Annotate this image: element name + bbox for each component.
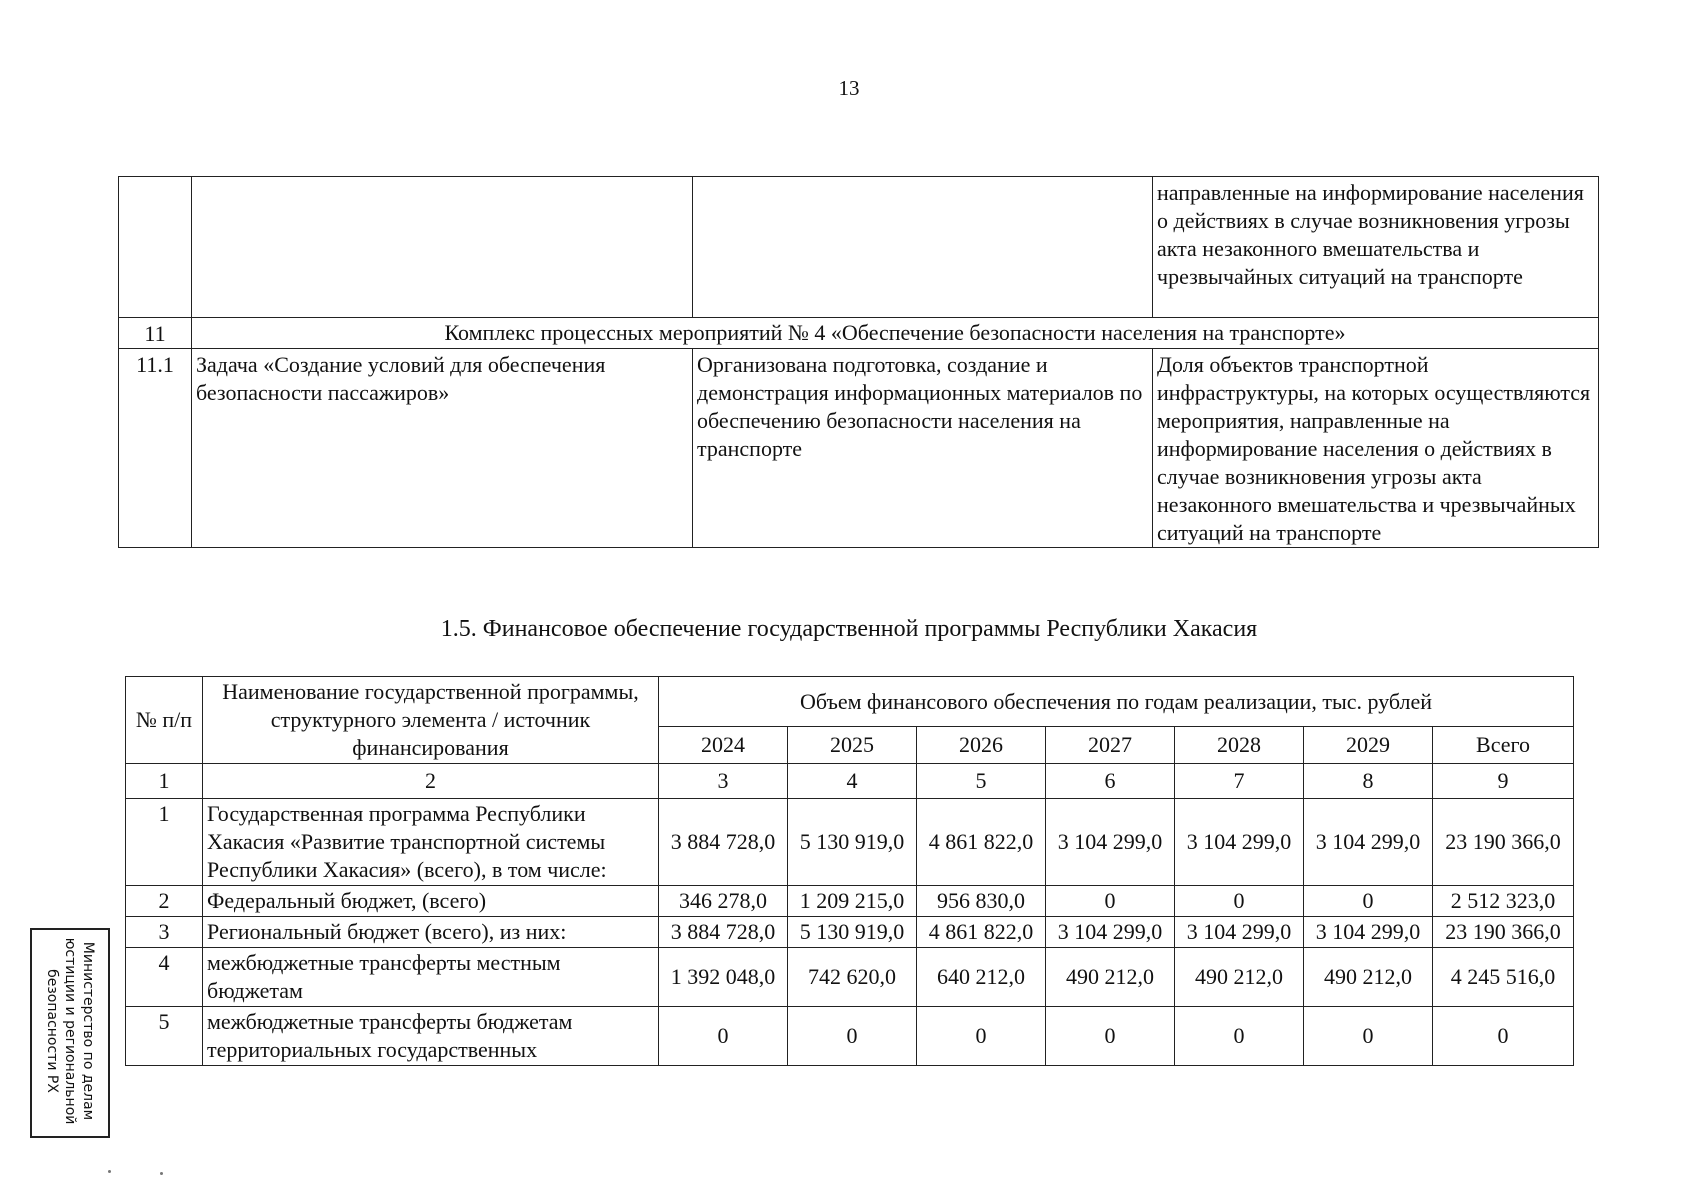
value-cell: 490 212,0 — [1046, 948, 1175, 1007]
value-cell: 1 392 048,0 — [659, 948, 788, 1007]
table-cell — [119, 177, 192, 318]
value-cell: 1 209 215,0 — [788, 886, 917, 917]
table-cell — [192, 177, 693, 318]
value-cell: 4 245 516,0 — [1433, 948, 1574, 1007]
value-cell: 3 104 299,0 — [1046, 799, 1175, 886]
table-row-section — [119, 318, 1599, 349]
column-number: 7 — [1175, 764, 1304, 799]
value-cell: 0 — [1304, 1007, 1433, 1066]
value-cell: 0 — [1046, 1007, 1175, 1066]
column-number: 5 — [917, 764, 1046, 799]
value-cell: 0 — [1433, 1007, 1574, 1066]
value-cell: 0 — [1175, 886, 1304, 917]
section-title: Комплекс процессных мероприятий № 4 «Обеспечение безопасности населения на транспорте» — [192, 318, 1599, 349]
value-cell: 0 — [788, 1007, 917, 1066]
row-name: межбюджетные трансферты бюджетам территориальных государственных — [203, 1007, 659, 1066]
year-header: 2029 — [1304, 727, 1433, 764]
column-number: 3 — [659, 764, 788, 799]
value-cell: 0 — [1046, 886, 1175, 917]
year-header: 2025 — [788, 727, 917, 764]
table-row — [126, 1007, 1574, 1066]
column-number: 1 — [126, 764, 203, 799]
header-row — [126, 677, 1574, 727]
value-cell: 956 830,0 — [917, 886, 1046, 917]
table-row — [126, 948, 1574, 1007]
value-cell: 346 278,0 — [659, 886, 788, 917]
year-header: 2028 — [1175, 727, 1304, 764]
indicator-cell: направленные на информирование населения о действиях в случае возникновения угрозы акта незаконного вмешательства и чрезвычайных ситуаций на транспорте — [1153, 177, 1599, 318]
value-cell: 0 — [1304, 886, 1433, 917]
value-cell: 5 130 919,0 — [788, 799, 917, 886]
stamp-text: Министерство по делам юстиции и региональной безопасности РХ — [44, 937, 96, 1125]
value-cell: 23 190 366,0 — [1433, 799, 1574, 886]
table-row — [126, 886, 1574, 917]
row-number: 1 — [126, 799, 203, 886]
table-row-continuation — [119, 177, 1599, 318]
value-cell: 490 212,0 — [1304, 948, 1433, 1007]
indicator-cell: Доля объектов транспортной инфраструктуры, на которых осуществляются мероприятия, направленные на информирование населения о действиях в случае возникновения угрозы акта незаконного вмешательства и чрезвычайных ситуаций на транспорте — [1153, 349, 1599, 548]
year-header: 2027 — [1046, 727, 1175, 764]
value-cell: 5 130 919,0 — [788, 917, 917, 948]
value-cell: 3 884 728,0 — [659, 799, 788, 886]
column-number: 2 — [203, 764, 659, 799]
year-header: 2024 — [659, 727, 788, 764]
table-row-task — [119, 349, 1599, 548]
table-cell — [693, 177, 1153, 318]
value-cell: 490 212,0 — [1175, 948, 1304, 1007]
value-cell: 0 — [917, 1007, 1046, 1066]
value-cell: 3 104 299,0 — [1175, 799, 1304, 886]
row-number: 11 — [119, 318, 192, 349]
section-heading: 1.5. Финансовое обеспечение государственной программы Республики Хакасия — [440, 616, 1258, 642]
header-num: № п/п — [126, 677, 203, 764]
total-header: Всего — [1433, 727, 1574, 764]
table-row — [126, 917, 1574, 948]
row-number: 5 — [126, 1007, 203, 1066]
header-name: Наименование государственной программы, структурного элемента / источник финансирования — [203, 677, 659, 764]
row-number: 3 — [126, 917, 203, 948]
table-row — [126, 799, 1574, 886]
scan-speck — [160, 1172, 163, 1175]
column-numbers-row — [126, 764, 1574, 799]
row-name: Государственная программа Республики Хакасия «Развитие транспортной системы Республики Хакасия» (всего), в том числе: — [203, 799, 659, 886]
value-cell: 640 212,0 — [917, 948, 1046, 1007]
value-cell: 3 104 299,0 — [1304, 799, 1433, 886]
value-cell: 4 861 822,0 — [917, 799, 1046, 886]
value-cell: 0 — [1175, 1007, 1304, 1066]
value-cell: 3 884 728,0 — [659, 917, 788, 948]
column-number: 9 — [1433, 764, 1574, 799]
value-cell: 3 104 299,0 — [1175, 917, 1304, 948]
scan-speck — [108, 1170, 111, 1173]
value-cell: 23 190 366,0 — [1433, 917, 1574, 948]
tasks-table — [118, 176, 1599, 548]
value-cell: 4 861 822,0 — [917, 917, 1046, 948]
value-cell: 742 620,0 — [788, 948, 917, 1007]
row-name: Федеральный бюджет, (всего) — [203, 886, 659, 917]
row-name: межбюджетные трансферты местным бюджетам — [203, 948, 659, 1007]
finance-table — [125, 676, 1574, 1066]
page-number: 13 — [838, 76, 860, 100]
result-cell: Организована подготовка, создание и демонстрация информационных материалов по обеспечению безопасности населения на транспорте — [693, 349, 1153, 548]
column-number: 8 — [1304, 764, 1433, 799]
column-number: 4 — [788, 764, 917, 799]
row-number: 2 — [126, 886, 203, 917]
value-cell: 2 512 323,0 — [1433, 886, 1574, 917]
value-cell: 3 104 299,0 — [1304, 917, 1433, 948]
value-cell: 0 — [659, 1007, 788, 1066]
row-number: 11.1 — [119, 349, 192, 548]
row-name: Региональный бюджет (всего), из них: — [203, 917, 659, 948]
row-number: 4 — [126, 948, 203, 1007]
column-number: 6 — [1046, 764, 1175, 799]
value-cell: 3 104 299,0 — [1046, 917, 1175, 948]
year-header: 2026 — [917, 727, 1046, 764]
header-volume: Объем финансового обеспечения по годам реализации, тыс. рублей — [659, 677, 1574, 727]
task-cell: Задача «Создание условий для обеспечения безопасности пассажиров» — [192, 349, 693, 548]
